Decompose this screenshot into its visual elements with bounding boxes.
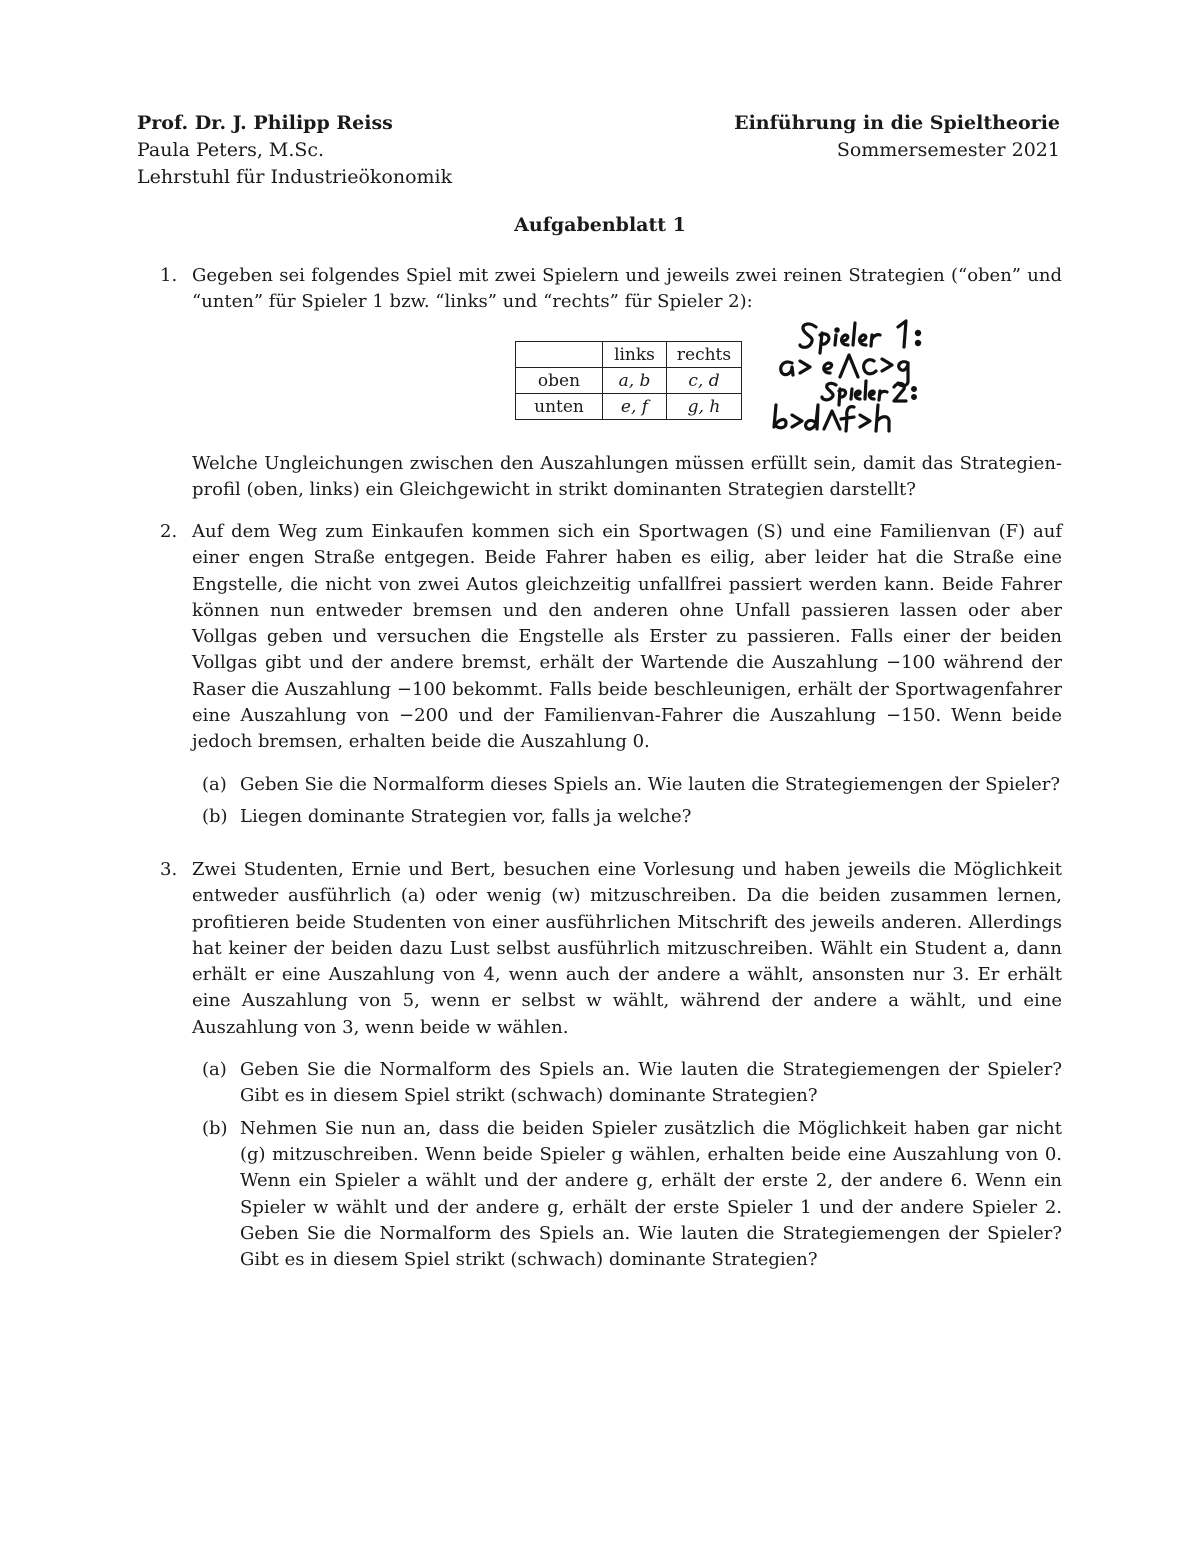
subtask-text: Geben Sie die Normalform dieses Spiels an. Wie lauten die Strategiemengen der Spieler? (240, 773, 1061, 795)
subtask-text: Nehmen Sie nun an, dass die beiden Spieler zusätzlich die Möglichkeit haben gar nicht (g) mitzuschreiben. Wenn beide Spieler g wählen, erhalten beide eine Auszahlung von 0. Wenn ein Spieler a wählt und der andere g, erhält der erste 2, der andere 6. Wenn ein Spieler w wählt und der andere g, erhält der erste Spieler 1 und der andere Spieler 2. Geben Sie die Normalform des Spiels an. Wie lauten die Strategiemengen der Spieler? Gibt es in diesem Spiel strikt (schwach) dominante Strategien? (240, 1117, 1062, 1271)
table-cell: g, h (667, 394, 742, 420)
handwritten-annotation (770, 315, 940, 435)
task-body: Auf dem Weg zum Einkaufen kommen sich ein Sportwagen (S) und eine Familienvan (F) auf einer engen Straße entgegen. Beide Fahrer haben es eilig, aber leider hat die Straße eine Engstelle, die nicht von zwei Autos gleichzeitig unfallfrei passiert werden kann. Beide Fahrer können nun entweder bremsen und den anderen ohne Unfall passieren lassen oder aber Vollgas geben und versuchen die Engstelle als Erster zu passieren. Falls einer der beiden Vollgas gibt und der andere bremst, erhält der Wartende die Auszahlung −100 während der Raser die Auszahlung −100 bekommt. Falls beide beschleunigen, erhält der Sportwagenfahrer eine Auszahlung von −200 und der Familienvan-Fahrer die Auszahlung −150. Wenn beide jedoch bremsen, erhalten beide die Auszahlung 0. (192, 521, 1062, 753)
task-1-question (160, 451, 1062, 504)
task-question: Welche Ungleichungen zwischen den Auszahlungen müssen erfüllt sein, damit das Strategien-profil (oben, links) ein Gleichgewicht in strikt dominanten Strategien darstellt? (192, 453, 1062, 501)
subtask-label: (b) (202, 1117, 228, 1139)
table-cell: rechts (667, 342, 742, 368)
table-cell: unten (516, 394, 603, 420)
professor-name: Prof. Dr. J. Philipp Reiss (137, 112, 393, 134)
subtask-text: Liegen dominante Strategien vor, falls ja welche? (240, 805, 692, 827)
subtask-b (192, 804, 1062, 830)
subtask-a (192, 772, 1062, 798)
subtask-label: (b) (202, 805, 228, 827)
table-cell: a, b (603, 368, 667, 394)
subtask-label: (a) (202, 1059, 227, 1081)
subtask-label: (a) (202, 773, 227, 795)
task-number: 3. (160, 859, 178, 880)
subtask-b (192, 1116, 1062, 1274)
table-row (516, 394, 742, 420)
table-cell: links (603, 342, 667, 368)
task-2 (160, 519, 1062, 830)
payoff-table (515, 341, 742, 420)
table-cell: e, f (603, 394, 667, 420)
task-number: 2. (160, 521, 178, 542)
task-intro: Gegeben sei folgendes Spiel mit zwei Spielern und jeweils zwei reinen Strategien (“oben” und “unten” für Spieler 1 bzw. “links” und “rechts” für Spieler 2): (192, 265, 1062, 313)
task-body: Zwei Studenten, Ernie und Bert, besuchen eine Vorlesung und haben jeweils die Möglichkeit entweder ausführlich (a) oder wenig (w) mitzuschreiben. Da die beiden zusammen lernen, profitieren beide Studenten von einer ausführlichen Mitschrift des jeweils anderen. Allerdings hat keiner der beiden dazu Lust selbst ausführlich mitzuschreiben. Wählt ein Student a, dann erhält er eine Auszahlung von 4, wenn auch der andere a wählt, ansonsten nur 3. Er erhält eine Auszahlung von 5, wenn er selbst w wählt, während der andere a wählt, und eine Auszahlung von 3, wenn beide w wählen. (192, 859, 1062, 1038)
sheet-title: Aufgabenblatt 1 (514, 214, 686, 236)
subtask-text: Geben Sie die Normalform des Spiels an. Wie lauten die Strategiemengen der Spieler? Gibt es in diesem Spiel strikt (schwach) dominante Strategien? (240, 1059, 1062, 1107)
task-3 (160, 857, 1062, 1273)
header-right (734, 110, 1060, 164)
course-title: Einführung in die Spieltheorie (734, 112, 1060, 134)
semester: Sommersemester 2021 (836, 139, 1060, 161)
table-header-row (516, 342, 742, 368)
table-cell (516, 342, 603, 368)
task-number: 1. (160, 265, 178, 286)
table-cell: oben (516, 368, 603, 394)
table-cell: c, d (667, 368, 742, 394)
header-left (137, 110, 452, 191)
table-row (516, 368, 742, 394)
subtask-a (192, 1057, 1062, 1110)
chair-name: Lehrstuhl für Industrieökonomik (137, 166, 453, 188)
assistant-name: Paula Peters, M.Sc. (137, 139, 325, 161)
task-1 (160, 263, 1062, 316)
